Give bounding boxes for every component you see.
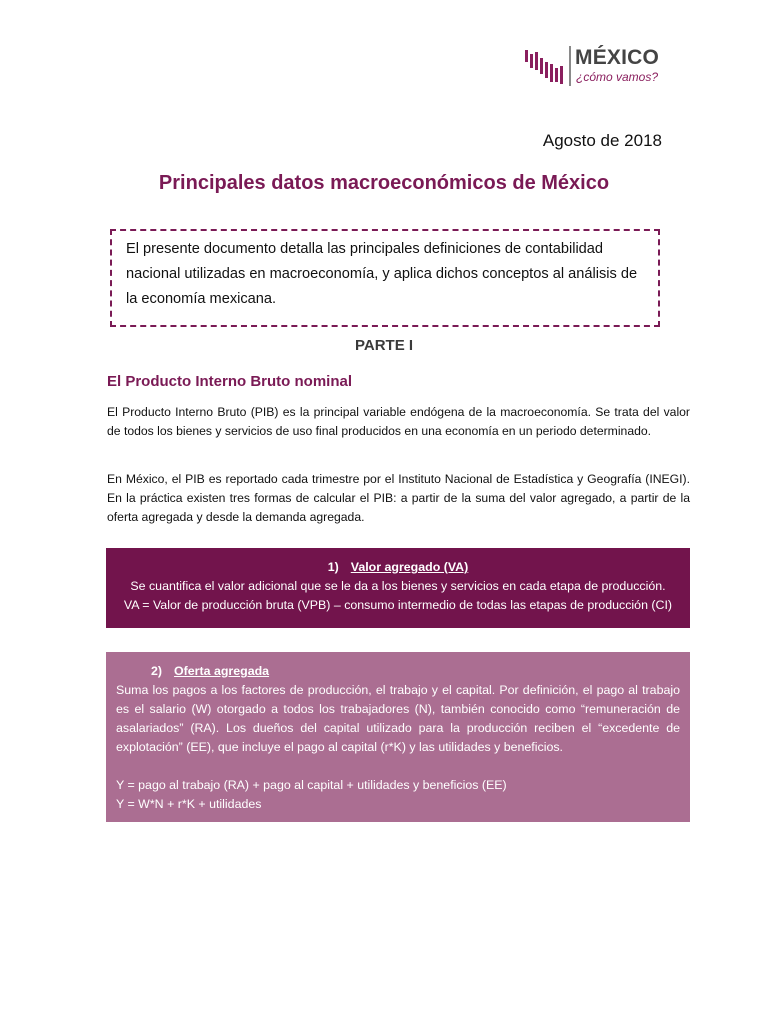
box-heading <box>116 662 680 681</box>
definition-box-valor-agregado <box>106 548 690 628</box>
logo-divider <box>569 46 571 86</box>
spacer <box>116 757 680 776</box>
part-heading: PARTE I <box>354 337 414 354</box>
box-formula: VA = Valor de producción bruta (VPB) – consumo intermedio de todas las etapas de producción (CI) <box>123 598 673 612</box>
definition-box-oferta-agregada <box>106 652 690 822</box>
box-number: 2) <box>151 664 163 678</box>
box-number: 1) <box>327 560 339 574</box>
section-heading: El Producto Interno Bruto nominal <box>107 373 352 390</box>
logo-tagline: ¿cómo vamos? <box>576 70 659 84</box>
intro-callout: El presente documento detalla las principales definiciones de contabilidad nacional utilizadas en macroeconomía, y aplica dichos conceptos al análisis de la economía mexicana. <box>110 229 660 327</box>
box-title: Oferta agregada <box>174 664 270 678</box>
bar-chart-logo-icon <box>525 48 563 84</box>
box-formula: Y = pago al trabajo (RA) + pago al capital + utilidades y beneficios (EE) <box>116 778 507 792</box>
box-text: Suma los pagos a los factores de producción, el trabajo y el capital. Por definición, el pago al trabajo es el salario (W) otorgado a todos los trabajadores (N), también conocido como “remuneración de asalariados” (RA). Los dueños del capital utilizado para la producción reciben el “excedente de explotación” (EE), que incluye el pago al capital (r*K) y las utilidades y beneficios. <box>116 683 680 754</box>
document-date: Agosto de 2018 <box>542 131 662 150</box>
box-formula: Y = W*N + r*K + utilidades <box>116 797 262 811</box>
paragraph: El Producto Interno Bruto (PIB) es la principal variable endógena de la macroeconomía. Se trata del valor de todos los bienes y servicios de uso final producidos en una economía en un periodo determinado. <box>107 405 690 438</box>
paragraph: En México, el PIB es reportado cada trimestre por el Instituto Nacional de Estadística y Geografía (INEGI). En la práctica existen tres formas de calcular el PIB: a partir de la suma del valor agregado, a partir de la oferta agregada y desde la demanda agregada. <box>107 472 690 524</box>
box-line: Se cuantifica el valor adicional que se le da a los bienes y servicios en cada etapa de producción. <box>130 579 666 593</box>
box-heading <box>114 558 682 577</box>
box-title: Valor agregado (VA) <box>350 560 469 574</box>
mexico-como-vamos-logo <box>525 44 660 88</box>
document-title: Principales datos macroeconómicos de México <box>158 172 610 194</box>
logo-name: MÉXICO <box>575 46 660 69</box>
